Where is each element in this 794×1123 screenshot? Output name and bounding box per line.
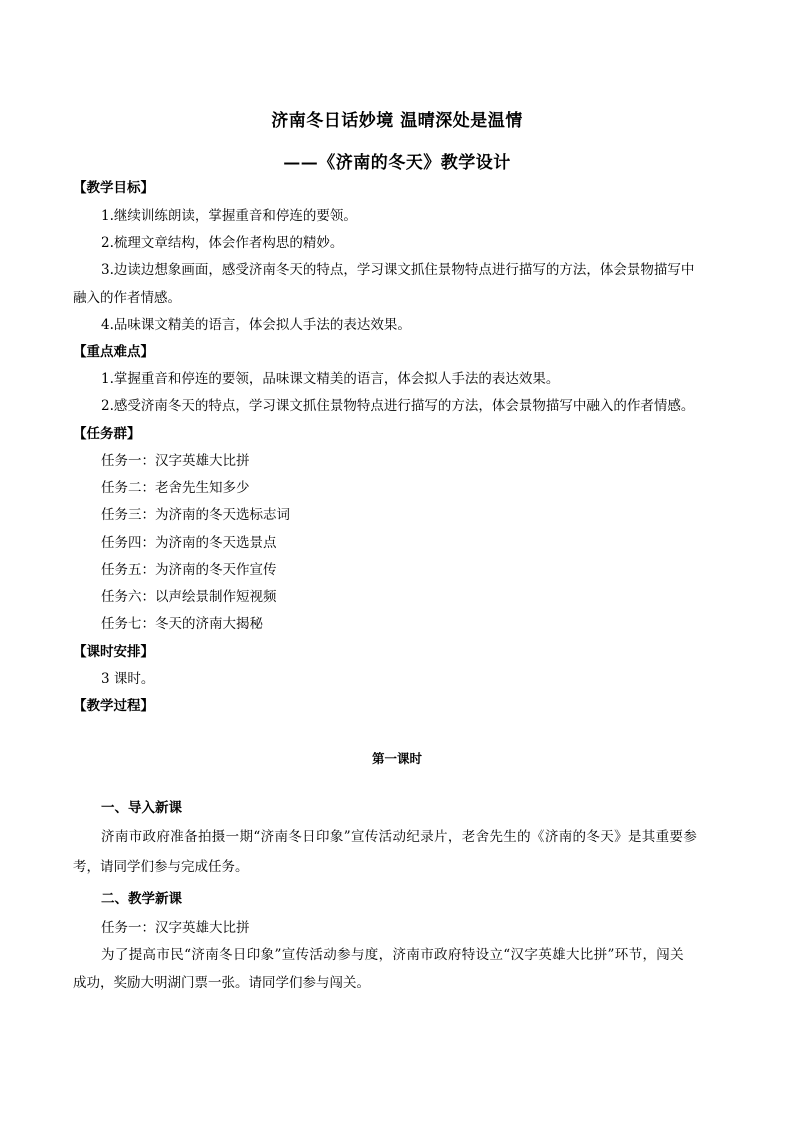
task-item: 任务七：冬天的济南大揭秘 <box>101 616 263 632</box>
key-points-heading: 【重点难点】 <box>73 344 154 360</box>
process-heading: 【教学过程】 <box>73 698 154 714</box>
objective-item: 4.品味课文精美的语言，体会拟人手法的表达效果。 <box>101 317 411 333</box>
document-title: 济南冬日话妙境 温晴深处是温情 <box>271 111 523 131</box>
section-paragraph: 济南市政府准备拍摄一期“济南冬日印象”宣传活动纪录片，老舍先生的《济南的冬天》是其重要参 <box>101 829 698 845</box>
task-item: 任务五：为济南的冬天作宣传 <box>101 562 277 578</box>
task-item: 任务一：汉字英雄大比拼 <box>101 453 250 469</box>
key-point-item: 1.掌握重音和停连的要领，品味课文精美的语言，体会拟人手法的表达效果。 <box>101 371 560 387</box>
task-paragraph: 为了提高市民“济南冬日印象”宣传活动参与度，济南市政府特设立“汉字英雄大比拼”环节，闯关 <box>101 947 685 963</box>
section-title: 二、教学新课 <box>101 891 182 907</box>
task-item: 任务三：为济南的冬天选标志词 <box>101 507 290 523</box>
task-item: 任务二：老舍先生知多少 <box>101 480 250 496</box>
section-title: 一、导入新课 <box>101 800 182 816</box>
objective-item: 2.梳理文章结构，体会作者构思的精妙。 <box>101 235 344 251</box>
objective-item: 3.边读边想象画面，感受济南冬天的特点，学习课文抓住景物特点进行描写的方法，体会景物描写中 <box>101 262 695 278</box>
task-paragraph-continued: 成功，奖励大明湖门票一张。请同学们参与闯关。 <box>73 975 370 991</box>
schedule-heading: 【课时安排】 <box>73 644 154 660</box>
key-point-item: 2.感受济南冬天的特点，学习课文抓住景物特点进行描写的方法，体会景物描写中融入的作者情感。 <box>101 398 695 414</box>
section-paragraph-continued: 考，请同学们参与完成任务。 <box>73 859 249 875</box>
lesson-title: 第一课时 <box>371 751 422 766</box>
objective-item-continued: 融入的作者情感。 <box>73 290 181 306</box>
tasks-heading: 【任务群】 <box>73 426 141 442</box>
objective-item: 1.继续训练朗读，掌握重音和停连的要领。 <box>101 208 357 224</box>
schedule-text: 3 课时。 <box>101 671 155 687</box>
task-item: 任务四：为济南的冬天选景点 <box>101 535 277 551</box>
task-item: 任务六：以声绘景制作短视频 <box>101 589 277 605</box>
objectives-heading: 【教学目标】 <box>73 180 154 196</box>
task-label: 任务一：汉字英雄大比拼 <box>101 920 250 936</box>
document-subtitle: ——《济南的冬天》教学设计 <box>283 153 511 173</box>
